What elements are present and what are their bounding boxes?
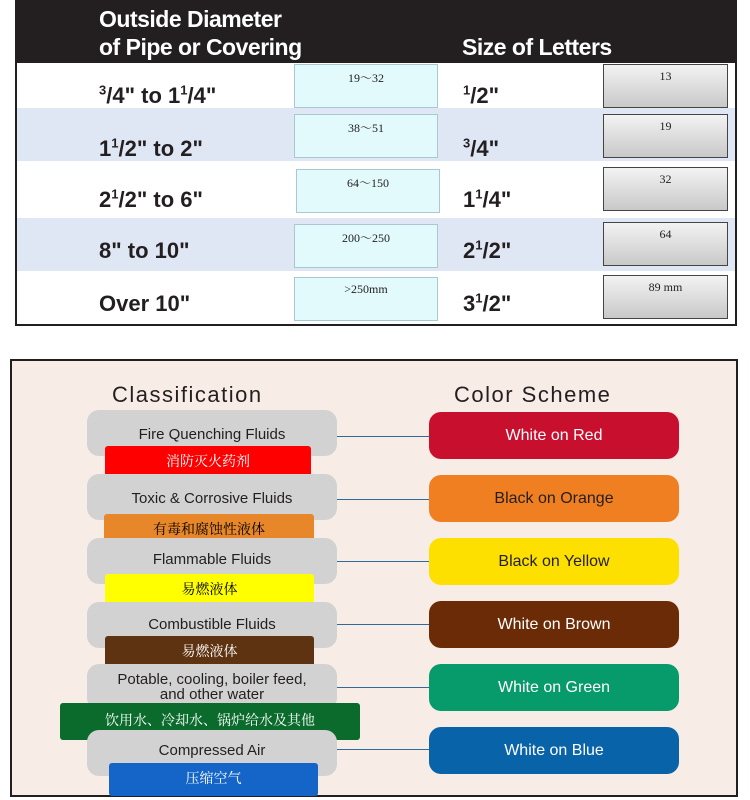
color-scheme-blue: White on Blue (429, 727, 679, 774)
table-row (17, 271, 735, 324)
letter-size-mm: 19 (603, 114, 728, 158)
classification-fire-quenching: Fire Quenching Fluids (87, 410, 337, 456)
classification-title: Classification (112, 382, 263, 407)
chinese-label: 消防灭火药剂 (105, 446, 311, 479)
table-header (17, 2, 735, 63)
letter-size: $^1$/2" (463, 82, 500, 108)
header-size-of-letters: Size of Letters (462, 34, 612, 60)
diameter-range: $2^1/2$" to 6" (99, 186, 203, 212)
chinese-label: 压缩空气 (109, 763, 318, 796)
color-scheme-red: White on Red (429, 412, 679, 459)
table-row (17, 108, 735, 161)
color-scheme-orange: Black on Orange (429, 475, 679, 522)
table-row (17, 163, 735, 216)
letter-size: $3^1/2$" (463, 290, 512, 316)
classification-flammable: Flammable Fluids (87, 538, 337, 584)
classification-panel (10, 359, 738, 797)
chinese-label: 易燃液体 (105, 636, 314, 669)
header-diameter-line2: of Pipe or Covering (99, 34, 302, 60)
color-scheme-title: Color Scheme (454, 382, 612, 407)
classification-combustible: Combustible Fluids (87, 602, 337, 648)
classification-water-line1: Potable, cooling, boiler feed, (117, 671, 307, 688)
diameter-mm: 64～150 (296, 169, 440, 213)
connector-line (337, 687, 429, 688)
connector-line (337, 624, 429, 625)
diameter-range: $^3$/4" to $1^1/4$" (99, 82, 217, 108)
letter-size-table (15, 0, 737, 326)
letter-size-mm: 32 (603, 167, 728, 211)
chinese-label: 饮用水、冷却水、锅炉给水及其他 (60, 703, 360, 740)
diameter-mm: >250mm (294, 277, 438, 321)
classification-toxic-corrosive: Toxic & Corrosive Fluids (87, 474, 337, 520)
classification-water-line2: and other water (159, 686, 265, 703)
connector-line (337, 749, 429, 750)
color-scheme-yellow: Black on Yellow (429, 538, 679, 585)
diameter-range: Over 10" (99, 291, 191, 316)
connector-line (337, 499, 429, 500)
connector-line (337, 436, 429, 437)
classification-compressed-air: Compressed Air (87, 730, 337, 776)
diameter-mm: 19～32 (294, 64, 438, 108)
letter-size: $1^1/4$" (463, 186, 512, 212)
color-scheme-green: White on Green (429, 664, 679, 711)
letter-size: $2^1/2$" (463, 237, 512, 263)
letter-size-mm: 64 (603, 222, 728, 266)
header-outside-diameter (99, 5, 302, 61)
header-diameter-line1: Outside Diameter (99, 6, 282, 32)
letter-size-mm: 89 mm (603, 275, 728, 319)
color-scheme-brown: White on Brown (429, 601, 679, 648)
diameter-mm: 38～51 (294, 114, 438, 158)
table-row (17, 218, 735, 271)
diameter-mm: 200～250 (294, 224, 438, 268)
chinese-label: 易燃液体 (105, 574, 314, 609)
diameter-range: 8" to 10" (99, 238, 190, 263)
letter-size: $^3$/4" (463, 135, 500, 161)
diameter-range: $1^1/2$" to 2" (99, 135, 203, 161)
chinese-label: 有毒和腐蚀性液体 (104, 514, 314, 549)
letter-size-mm: 13 (603, 64, 728, 108)
connector-line (337, 561, 429, 562)
